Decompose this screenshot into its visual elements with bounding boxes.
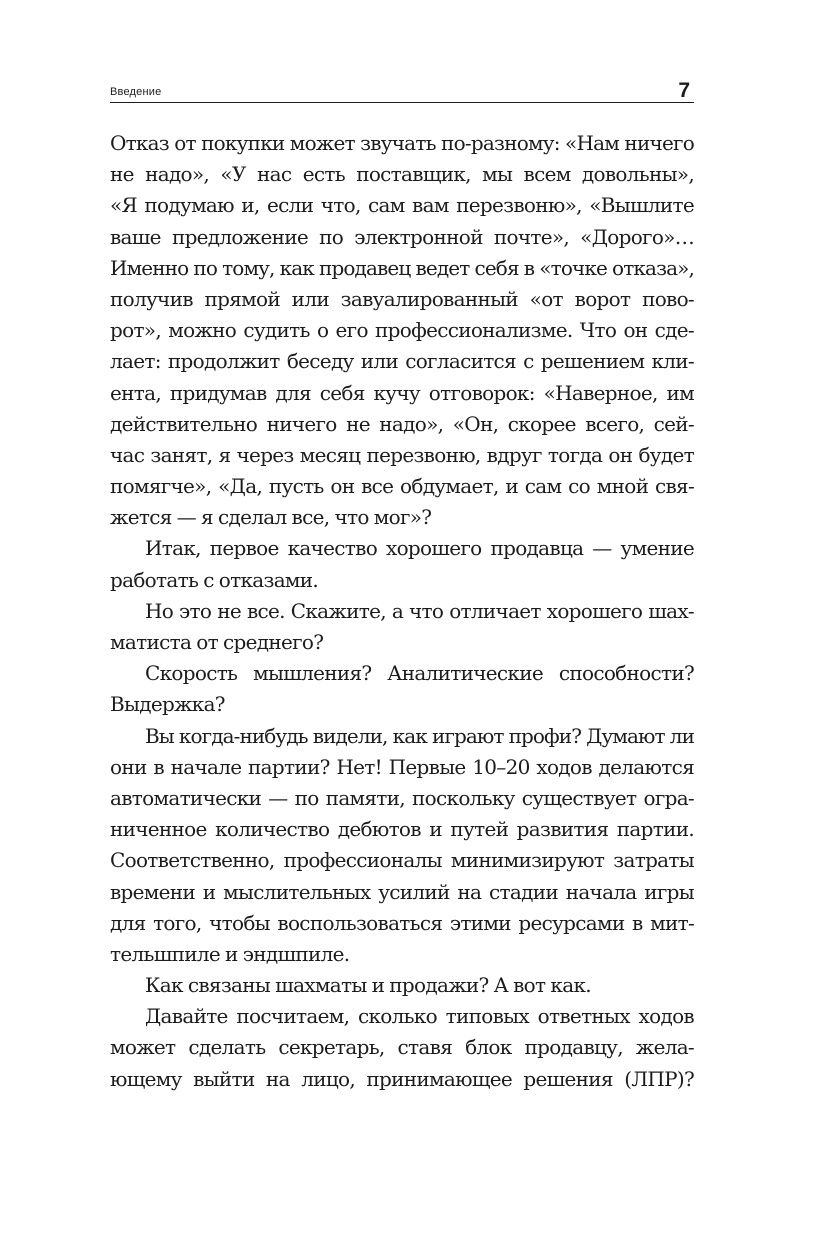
text-line: они в начале партии? Нет! Первые 10–20 ходов делаются [110,754,694,779]
text-line: действительно ничего не надо», «Он, скорее всего, сей- [110,411,694,436]
text-line: Давайте посчитаем, сколько типовых ответных ходов [145,1004,694,1029]
text-line: рот», можно судить о его профессионализме. Что он сде- [110,318,694,343]
text-line: ниченное количество дебютов и путей развития партии. [110,817,694,842]
paragraph [110,596,694,658]
text-line: ющему выйти на лицо, принимающее решения (ЛПР)? [110,1066,694,1091]
section-title: Введение [110,86,162,98]
text-line: для того, чтобы воспользоваться этими ресурсами в мит- [110,910,694,935]
text-line: матиста от среднего? [110,630,324,654]
text-line: времени и мыслительных усилий на стадии начала игры [110,879,694,904]
text-line: может сделать секретарь, ставя блок продавцу, жела- [110,1035,694,1060]
page-number: 7 [678,79,690,102]
text-line: получив прямой или завуалированный «от ворот пово- [110,286,694,311]
text-line: тельшпиле и эндшпиле. [110,941,350,966]
text-line: автоматически — по памяти, поскольку существует огра- [110,785,694,810]
text-line: Как связаны шахматы и продажи? А вот как. [145,973,591,998]
paragraph [110,128,694,533]
text-line: Но это не все. Скажите, а что отличает хорошего шах- [145,598,694,623]
text-line: лает: продолжит беседу или согласится с решением кли- [110,349,694,374]
text-line: работать с отказами. [110,567,319,592]
text-line: Выдержка? [110,692,225,717]
running-header [110,78,694,103]
text-line: помягче», «Да, пусть он все обдумает, и сам со мной свя- [110,474,694,499]
text-line: Отказ от покупки может звучать по-разному: «Нам ничего [110,131,694,155]
paragraph [110,721,694,971]
text-line: Скорость мышления? Аналитические способности? [145,661,694,686]
body-text [110,128,694,1095]
text-line: не надо», «У нас есть поставщик, мы всем довольны», [110,162,694,187]
text-line: жется — я сделал все, что мог»? [110,505,432,530]
paragraph [110,970,694,1001]
text-line: «Я подумаю и, если что, сам вам перезвоню», «Вышлите [110,193,694,218]
text-line: час занят, я через месяц перезвоню, вдруг тогда он будет [110,442,694,467]
paragraph [110,533,694,595]
text-line: ента, придумав для себя кучу отговорок: «Наверное, им [110,380,694,405]
paragraph [110,658,694,720]
text-line: Соответственно, профессионалы минимизируют затраты [110,848,694,873]
text-line: Итак, первое качество хорошего продавца — умение [145,536,694,561]
text-line: Вы когда-нибудь видели, как играют профи? Думают ли [145,723,694,748]
text-line: ваше предложение по электронной почте», «Дорого»… [110,224,694,249]
text-line: Именно по тому, как продавец ведет себя в «точке отказа», [110,255,694,280]
paragraph [110,1001,694,1095]
